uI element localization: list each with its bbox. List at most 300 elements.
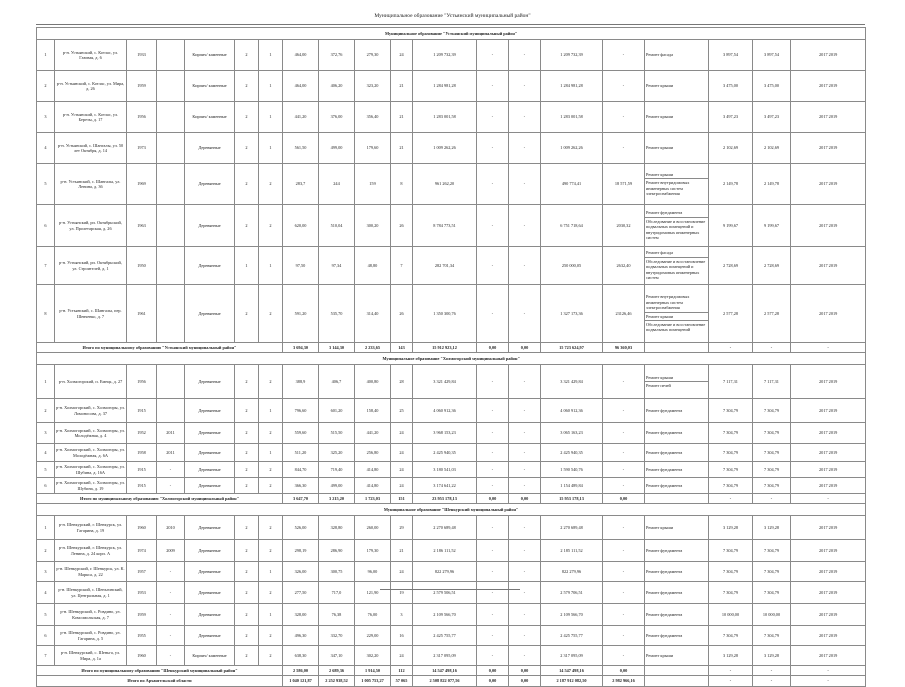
cell-entrances: 2 (259, 540, 283, 562)
cell-year2 (157, 205, 185, 247)
cell-c2: - (509, 102, 541, 133)
table-row (37, 444, 866, 462)
work-type: Ремонт фундамента (646, 407, 683, 413)
total-c4: 0,00 (603, 666, 645, 676)
work-type: Ремонт фасада (646, 250, 674, 256)
cell-material: Деревянные (185, 164, 235, 205)
cell-c2: - (509, 540, 541, 562)
cell-material: Кирпич/ каменные (185, 102, 235, 133)
total-residents: 112 (391, 666, 413, 676)
cell-area3: 300,20 (355, 205, 391, 247)
work-type: Ремонт фундамента (646, 466, 683, 472)
cell-address: р-н. Шенкурский, г. Шенкурск, ул. Гагарина, д. 19 (55, 516, 127, 540)
total-area3: 2 233,65 (355, 343, 391, 353)
cell-c4: - (603, 646, 645, 666)
cell-area: 496,30 (283, 626, 319, 646)
cell-area3: 96,00 (355, 562, 391, 582)
cell-num: 2 (37, 71, 55, 102)
cell-entrances: 2 (259, 626, 283, 646)
cell-area2: 286,90 (319, 540, 355, 562)
cell-entrances: 2 (259, 423, 283, 444)
work-type: Ремонт крыши (646, 652, 674, 658)
cell-date: 2017 2019 (791, 582, 866, 604)
cell-c4: - (603, 582, 645, 604)
cell-c1: - (477, 604, 509, 626)
table-row (37, 102, 866, 133)
total-s2: - (753, 666, 791, 676)
cell-works (645, 164, 709, 205)
cell-c1: - (477, 399, 509, 423)
cell-date: 2017 2019 (791, 626, 866, 646)
cell-material: Деревянные (185, 604, 235, 626)
cell-num: 5 (37, 462, 55, 478)
cell-c1: - (477, 562, 509, 582)
cell-works (645, 604, 709, 626)
cell-c4: - (603, 399, 645, 423)
cell-date: 2017 2019 (791, 478, 866, 494)
cell-c2: - (509, 365, 541, 399)
work-type: Ремонт фундамента (646, 547, 683, 553)
cell-c2: - (509, 562, 541, 582)
cell-material: Деревянные (185, 423, 235, 444)
cell-c2: - (509, 164, 541, 205)
cell-entrances: 1 (259, 562, 283, 582)
cell-address: р-н. Шенкурский, с. Шеньга, ул. Мира, д. 1а (55, 646, 127, 666)
cell-date: 2017 2019 (791, 646, 866, 666)
total-c2: 0,00 (509, 343, 541, 353)
grand-total-area3: 1 005 753,27 (355, 676, 391, 687)
cell-s1: 7 304,79 (709, 582, 753, 604)
cell-s2: 10 000,00 (753, 604, 791, 626)
cell-cost: 2 186 111,52 (413, 540, 477, 562)
total-cost: 23 953 178,13 (413, 494, 477, 504)
grand-total-area: 1 040 121,87 (283, 676, 319, 687)
total-area2: 2 689,36 (319, 666, 355, 676)
cell-c4: - (603, 540, 645, 562)
total-label: Итого по муниципальному образованию "Холмогорский муниципальный район" (37, 494, 283, 504)
work-type: Ремонт внутридомовых инженерных систем электроснабжения (646, 294, 690, 311)
cell-s1: 7 304,79 (709, 399, 753, 423)
total-c4: 96 360,03 (603, 343, 645, 353)
cell-area2: 325,20 (319, 444, 355, 462)
cell-address: р-н. Шенкурский, с. Ровдино, ул. Гагарина, д. 5 (55, 626, 127, 646)
cell-date: 2017 2019 (791, 399, 866, 423)
total-c1: 0,00 (477, 494, 509, 504)
cell-c2: - (509, 40, 541, 71)
cell-c3: 2 425 755,77 (541, 626, 603, 646)
cell-area2: 535,70 (319, 285, 355, 343)
cell-area3: 279,30 (355, 40, 391, 71)
cell-year2: - (157, 478, 185, 494)
cell-residents: 26 (391, 285, 413, 343)
total-area: 3 694,30 (283, 343, 319, 353)
cell-works (645, 540, 709, 562)
cell-s1: 3 475,00 (709, 71, 753, 102)
cell-address: р-н. Шенкурский, г. Шенкурск, ул. К. Маркса, д. 22 (55, 562, 127, 582)
cell-address: р-н. Холмогорский, с. Холмогоры, ул. Молодёжная, д. 4 (55, 423, 127, 444)
cell-date: 2017 2019 (791, 462, 866, 478)
cell-area2: 515,50 (319, 423, 355, 444)
cell-year: 1956 (127, 102, 157, 133)
cell-year: 1960 (127, 646, 157, 666)
cell-c1: - (477, 71, 509, 102)
total-c1: 0,00 (477, 343, 509, 353)
cell-area2: 717,0 (319, 582, 355, 604)
cell-c3: 3 321 429,84 (541, 365, 603, 399)
cell-c2: - (509, 604, 541, 626)
cell-material: Деревянные (185, 626, 235, 646)
total-c2: 0,00 (509, 666, 541, 676)
cell-year: 1950 (127, 247, 157, 285)
cell-year2 (157, 133, 185, 164)
cell-s2: 7 304,79 (753, 540, 791, 562)
cell-date: 2017 2019 (791, 164, 866, 205)
cell-year2 (157, 164, 185, 205)
cell-floors: 2 (235, 164, 259, 205)
work-type: Ремонт фундамента (646, 568, 683, 574)
cell-s1: 3 897,54 (709, 40, 753, 71)
cell-c1: - (477, 164, 509, 205)
table-row (37, 562, 866, 582)
cell-entrances: 2 (259, 516, 283, 540)
cell-s1: 7 304,79 (709, 478, 753, 494)
cell-c2: - (509, 71, 541, 102)
cell-works (645, 365, 709, 399)
cell-address: р-н. Устьянский, с. Котлас, ул. Березы, д. 17 (55, 102, 127, 133)
cell-date: 2017 2019 (791, 604, 866, 626)
cell-year: 1960 (127, 516, 157, 540)
cell-c1: - (477, 626, 509, 646)
register-table (36, 27, 866, 687)
cell-num: 3 (37, 423, 55, 444)
cell-cost: 3 321 429,84 (413, 365, 477, 399)
cell-year2 (157, 102, 185, 133)
cell-c4: - (603, 40, 645, 71)
cell-material: Деревянные (185, 399, 235, 423)
cell-s2: 3 129,28 (753, 646, 791, 666)
cell-area2: 510,04 (319, 205, 355, 247)
cell-c1: - (477, 462, 509, 478)
cell-cost: 2 317 095,09 (413, 646, 477, 666)
cell-cost: 2 270 689,48 (413, 516, 477, 540)
cell-c3: 250 000,05 (541, 247, 603, 285)
cell-floors: 2 (235, 365, 259, 399)
cell-year: 1973 (127, 133, 157, 164)
cell-s1: 2 728,69 (709, 247, 753, 285)
grand-total-row (37, 676, 866, 687)
cell-works (645, 478, 709, 494)
cell-area3: 158,40 (355, 399, 391, 423)
cell-year: 1915 (127, 462, 157, 478)
cell-c4: - (603, 604, 645, 626)
cell-area3: 260,00 (355, 516, 391, 540)
cell-material: Кирпич/ каменные (185, 71, 235, 102)
cell-c1: - (477, 646, 509, 666)
cell-floors: 2 (235, 626, 259, 646)
cell-residents: 16 (391, 626, 413, 646)
cell-c4: - (603, 562, 645, 582)
cell-c1: - (477, 365, 509, 399)
cell-address: р-н. Шенкурский, с. Шеньгинский, ул. Центральная, д. 1 (55, 582, 127, 604)
cell-c2: - (509, 399, 541, 423)
cell-floors: 2 (235, 516, 259, 540)
cell-residents: 21 (391, 102, 413, 133)
section-total-row (37, 666, 866, 676)
cell-c3: 2 109 566,70 (541, 604, 603, 626)
cell-num: 3 (37, 102, 55, 133)
cell-c4: 23126,46 (603, 285, 645, 343)
cell-c2: - (509, 423, 541, 444)
cell-c4: - (603, 444, 645, 462)
cell-num: 5 (37, 164, 55, 205)
cell-s2: 7 304,79 (753, 399, 791, 423)
cell-c2: - (509, 444, 541, 462)
cell-s2: 2 728,69 (753, 247, 791, 285)
cell-s1: 7 304,79 (709, 423, 753, 444)
cell-c1: - (477, 582, 509, 604)
section-header (37, 28, 866, 40)
cell-address: р-н. Холмогорский, с. Холмогоры, ул. Шубина, д. 16А (55, 462, 127, 478)
cell-area: 638,30 (283, 646, 319, 666)
cell-c3: 1 284 981,28 (541, 71, 603, 102)
cell-floors: 2 (235, 478, 259, 494)
cell-c3: 1 283 001,58 (541, 102, 603, 133)
cell-floors: 2 (235, 462, 259, 478)
cell-c4: 18 571,59 (603, 164, 645, 205)
cell-area2: 372,76 (319, 40, 355, 71)
section-title: Муниципальное образование "Шенкурский муниципальный район" (37, 504, 866, 516)
cell-residents: 3 (391, 604, 413, 626)
cell-c1: - (477, 247, 509, 285)
table-row (37, 399, 866, 423)
total-area2: 3 144,30 (319, 343, 355, 353)
cell-area: 97,50 (283, 247, 319, 285)
cell-area2: 300,75 (319, 562, 355, 582)
cell-cost: 822 279,96 (413, 562, 477, 582)
cell-s2: 3 497,23 (753, 102, 791, 133)
table-row (37, 205, 866, 247)
cell-c4: 2632,40 (603, 247, 645, 285)
cell-date: 2017 2019 (791, 133, 866, 164)
cell-works (645, 205, 709, 247)
cell-area2: 332,70 (319, 626, 355, 646)
cell-cost: 961 262,20 (413, 164, 477, 205)
cell-area3: 314,40 (355, 285, 391, 343)
cell-year: 1957 (127, 562, 157, 582)
cell-area: 464,00 (283, 40, 319, 71)
cell-s2: 2 149,78 (753, 164, 791, 205)
cell-year: 1952 (127, 423, 157, 444)
cell-area3: 48,80 (355, 247, 391, 285)
cell-num: 6 (37, 626, 55, 646)
cell-material: Деревянные (185, 478, 235, 494)
cell-address: р-н. Холмогорский, с. Холмогоры, ул. Ломоносова, д. 37 (55, 399, 127, 423)
cell-works (645, 444, 709, 462)
cell-date: 2017 2019 (791, 285, 866, 343)
total-date: - (791, 666, 866, 676)
cell-year2 (157, 285, 185, 343)
cell-cost: 4 060 912,36 (413, 399, 477, 423)
cell-cost: 2 425 940,35 (413, 444, 477, 462)
cell-year: 1963 (127, 205, 157, 247)
grand-total-c3: 2 187 912 082,50 (541, 676, 603, 687)
cell-floors: 2 (235, 285, 259, 343)
cell-area3: 414,80 (355, 462, 391, 478)
cell-works (645, 40, 709, 71)
work-type: Ремонт внутридомовых инженерных систем электроснабжения (645, 178, 708, 197)
cell-s2: 7 304,79 (753, 444, 791, 462)
cell-cost: 8 784 773,51 (413, 205, 477, 247)
cell-c4: - (603, 102, 645, 133)
cell-c3: 1 209 732,39 (541, 40, 603, 71)
cell-area: 526,00 (283, 516, 319, 540)
work-type: Ремонт фундамента (646, 482, 683, 488)
cell-c3: 2 317 095,09 (541, 646, 603, 666)
cell-residents: 28 (391, 365, 413, 399)
cell-material: Кирпич/ каменные (185, 40, 235, 71)
cell-date: 2017 2019 (791, 102, 866, 133)
cell-year2: - (157, 626, 185, 646)
cell-area2: 719,40 (319, 462, 355, 478)
cell-year: 1915 (127, 399, 157, 423)
cell-floors: 2 (235, 444, 259, 462)
table-row (37, 478, 866, 494)
cell-area2: 601,20 (319, 399, 355, 423)
cell-c3: 822 279,96 (541, 562, 603, 582)
cell-year2: - (157, 462, 185, 478)
cell-c3: 1 327 173,36 (541, 285, 603, 343)
cell-year: 1974 (127, 540, 157, 562)
table-row (37, 285, 866, 343)
grand-total-s1: - (709, 676, 753, 687)
cell-s1: 3 497,23 (709, 102, 753, 133)
total-area: 2 586,00 (283, 666, 319, 676)
total-c3: 15 723 624,97 (541, 343, 603, 353)
table-row (37, 540, 866, 562)
cell-address: р-н. Устьянский, рп. Октябрьский, ул. Пролетарская, д. 26 (55, 205, 127, 247)
work-type: Ремонт фундамента (646, 632, 683, 638)
work-type: Ремонт фундамента (646, 589, 683, 595)
cell-s1: 3 129,28 (709, 516, 753, 540)
cell-c4: - (603, 423, 645, 444)
cell-num: 6 (37, 478, 55, 494)
cell-s1: 7 117,31 (709, 365, 753, 399)
cell-area3: 159 (355, 164, 391, 205)
cell-s2: 7 304,79 (753, 582, 791, 604)
cell-area: 388,9 (283, 365, 319, 399)
cell-area2: 76,38 (319, 604, 355, 626)
total-s1: - (709, 343, 753, 353)
cell-material: Деревянные (185, 462, 235, 478)
cell-date: 2017 2019 (791, 247, 866, 285)
cell-residents: 21 (391, 540, 413, 562)
cell-s2: 7 304,79 (753, 423, 791, 444)
cell-s1: 9 199,67 (709, 205, 753, 247)
cell-area3: 302,20 (355, 646, 391, 666)
table-row (37, 40, 866, 71)
cell-area: 591,20 (283, 285, 319, 343)
cell-s2: 3 129,28 (753, 516, 791, 540)
cell-works (645, 462, 709, 478)
table-row (37, 365, 866, 399)
grand-total-c2: 0,00 (509, 676, 541, 687)
cell-residents: 7 (391, 247, 413, 285)
cell-material: Кирпич/ каменные (185, 646, 235, 666)
cell-year: 1959 (127, 604, 157, 626)
cell-area3: 414,80 (355, 478, 391, 494)
section-title: Муниципальное образование "Устьянский муниципальный район" (37, 28, 866, 40)
cell-floors: 2 (235, 562, 259, 582)
table-row (37, 646, 866, 666)
cell-works (645, 247, 709, 285)
cell-s2: 3 475,00 (753, 71, 791, 102)
cell-date: 2017 2019 (791, 444, 866, 462)
cell-year: 1958 (127, 444, 157, 462)
cell-works (645, 133, 709, 164)
cell-year2 (157, 365, 185, 399)
cell-area2: 499,00 (319, 133, 355, 164)
cell-works (645, 71, 709, 102)
cell-area2: 328,80 (319, 516, 355, 540)
cell-num: 8 (37, 285, 55, 343)
cell-year: 1969 (127, 164, 157, 205)
work-type: Ремонт фундамента (646, 430, 683, 436)
cell-entrances: 1 (259, 399, 283, 423)
cell-area2: 97,34 (319, 247, 355, 285)
cell-year: 1961 (127, 285, 157, 343)
work-type: Ремонт крыши (646, 524, 674, 530)
cell-c1: - (477, 40, 509, 71)
cell-area2: 376,00 (319, 102, 355, 133)
cell-cost: 3 968 153,23 (413, 423, 477, 444)
cell-num: 7 (37, 646, 55, 666)
cell-entrances: 2 (259, 365, 283, 399)
work-type: Ремонт крыши (645, 312, 708, 320)
cell-area3: 121,90 (355, 582, 391, 604)
cell-s1: 2 577,28 (709, 285, 753, 343)
cell-s1: 10 000,00 (709, 604, 753, 626)
total-s1: - (709, 494, 753, 504)
cell-year: 1953 (127, 582, 157, 604)
cell-num: 5 (37, 604, 55, 626)
table-row (37, 247, 866, 285)
total-label: Итого по муниципальному образованию "Шенкурский муниципальный район" (37, 666, 283, 676)
cell-c4: - (603, 71, 645, 102)
cell-entrances: 2 (259, 582, 283, 604)
table-row (37, 423, 866, 444)
cell-c4: - (603, 365, 645, 399)
cell-entrances: 2 (259, 164, 283, 205)
cell-material: Деревянные (185, 540, 235, 562)
cell-year2: - (157, 604, 185, 626)
cell-c3: 1 009 262,26 (541, 133, 603, 164)
cell-floors: 2 (235, 646, 259, 666)
bottom-rule (380, 589, 520, 590)
cell-num: 4 (37, 133, 55, 164)
cell-year2: 2011 (157, 423, 185, 444)
total-date: - (791, 494, 866, 504)
cell-c1: - (477, 133, 509, 164)
total-s2: - (753, 343, 791, 353)
work-type: Обследование и восстановление подвальных помещений и внутридомовых инженерных систем (645, 217, 708, 242)
cell-area3: 179,30 (355, 540, 391, 562)
cell-floors: 2 (235, 399, 259, 423)
work-type: Ремонт крыши (646, 114, 674, 120)
cell-entrances: 2 (259, 205, 283, 247)
work-type: Ремонт фундамента (646, 210, 683, 216)
cell-address: р-н. Шенкурский, с. Ровдино, ул. Комсомольская, д. 7 (55, 604, 127, 626)
cell-entrances: 2 (259, 462, 283, 478)
